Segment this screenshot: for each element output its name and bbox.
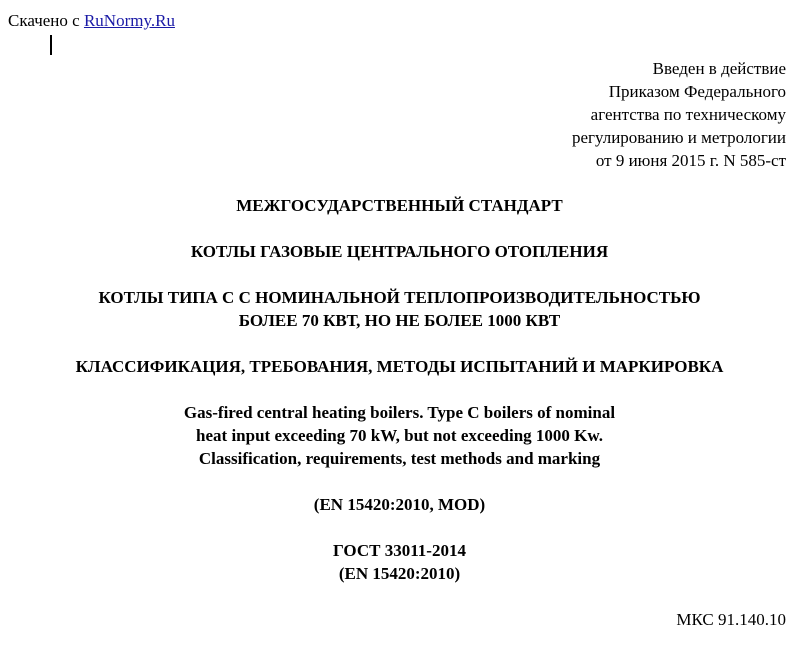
text-cursor bbox=[50, 35, 52, 55]
mks-code: МКС 91.140.10 bbox=[676, 610, 786, 629]
title-scope: КЛАССИФИКАЦИЯ, ТРЕБОВАНИЯ, МЕТОДЫ ИСПЫТАНИЙ И МАРКИРОВКА bbox=[75, 357, 724, 376]
title-sub-line-1: КОТЛЫ ТИПА С С НОМИНАЛЬНОЙ ТЕПЛОПРОИЗВОДИТЕЛЬНОСТЬЮ bbox=[98, 288, 701, 307]
title-sub-line-2: БОЛЕЕ 70 КВТ, НО НЕ БОЛЕЕ 1000 КВТ bbox=[238, 311, 561, 330]
source-line bbox=[8, 10, 175, 32]
gost-number: ГОСТ 33011-2014 bbox=[333, 541, 466, 560]
title-main: КОТЛЫ ГАЗОВЫЕ ЦЕНТРАЛЬНОГО ОТОПЛЕНИЯ bbox=[190, 242, 609, 261]
adoption-line: агентства по техническому bbox=[590, 105, 786, 124]
adoption-line: регулированию и метрологии bbox=[571, 128, 786, 147]
standard-type: МЕЖГОСУДАРСТВЕННЫЙ СТАНДАРТ bbox=[236, 196, 563, 215]
adoption-line: Приказом Федерального bbox=[608, 82, 786, 101]
equivalence-note: (EN 15420:2010, MOD) bbox=[313, 495, 486, 514]
adoption-block bbox=[572, 57, 786, 172]
gost-equivalent: (EN 15420:2010) bbox=[338, 564, 461, 583]
source-prefix: Скачено с bbox=[8, 11, 84, 30]
english-title-line: heat input exceeding 70 kW, but not exceeding 1000 Kw. bbox=[196, 426, 603, 445]
source-link[interactable]: RuNormy.Ru bbox=[83, 11, 175, 30]
english-title-line: Classification, requirements, test methods and marking bbox=[198, 449, 601, 468]
english-title-line: Gas-fired central heating boilers. Type C boilers of nominal bbox=[183, 403, 616, 422]
adoption-line: Введен в действие bbox=[652, 59, 786, 78]
adoption-line: от 9 июня 2015 г. N 585-ст bbox=[595, 151, 786, 170]
